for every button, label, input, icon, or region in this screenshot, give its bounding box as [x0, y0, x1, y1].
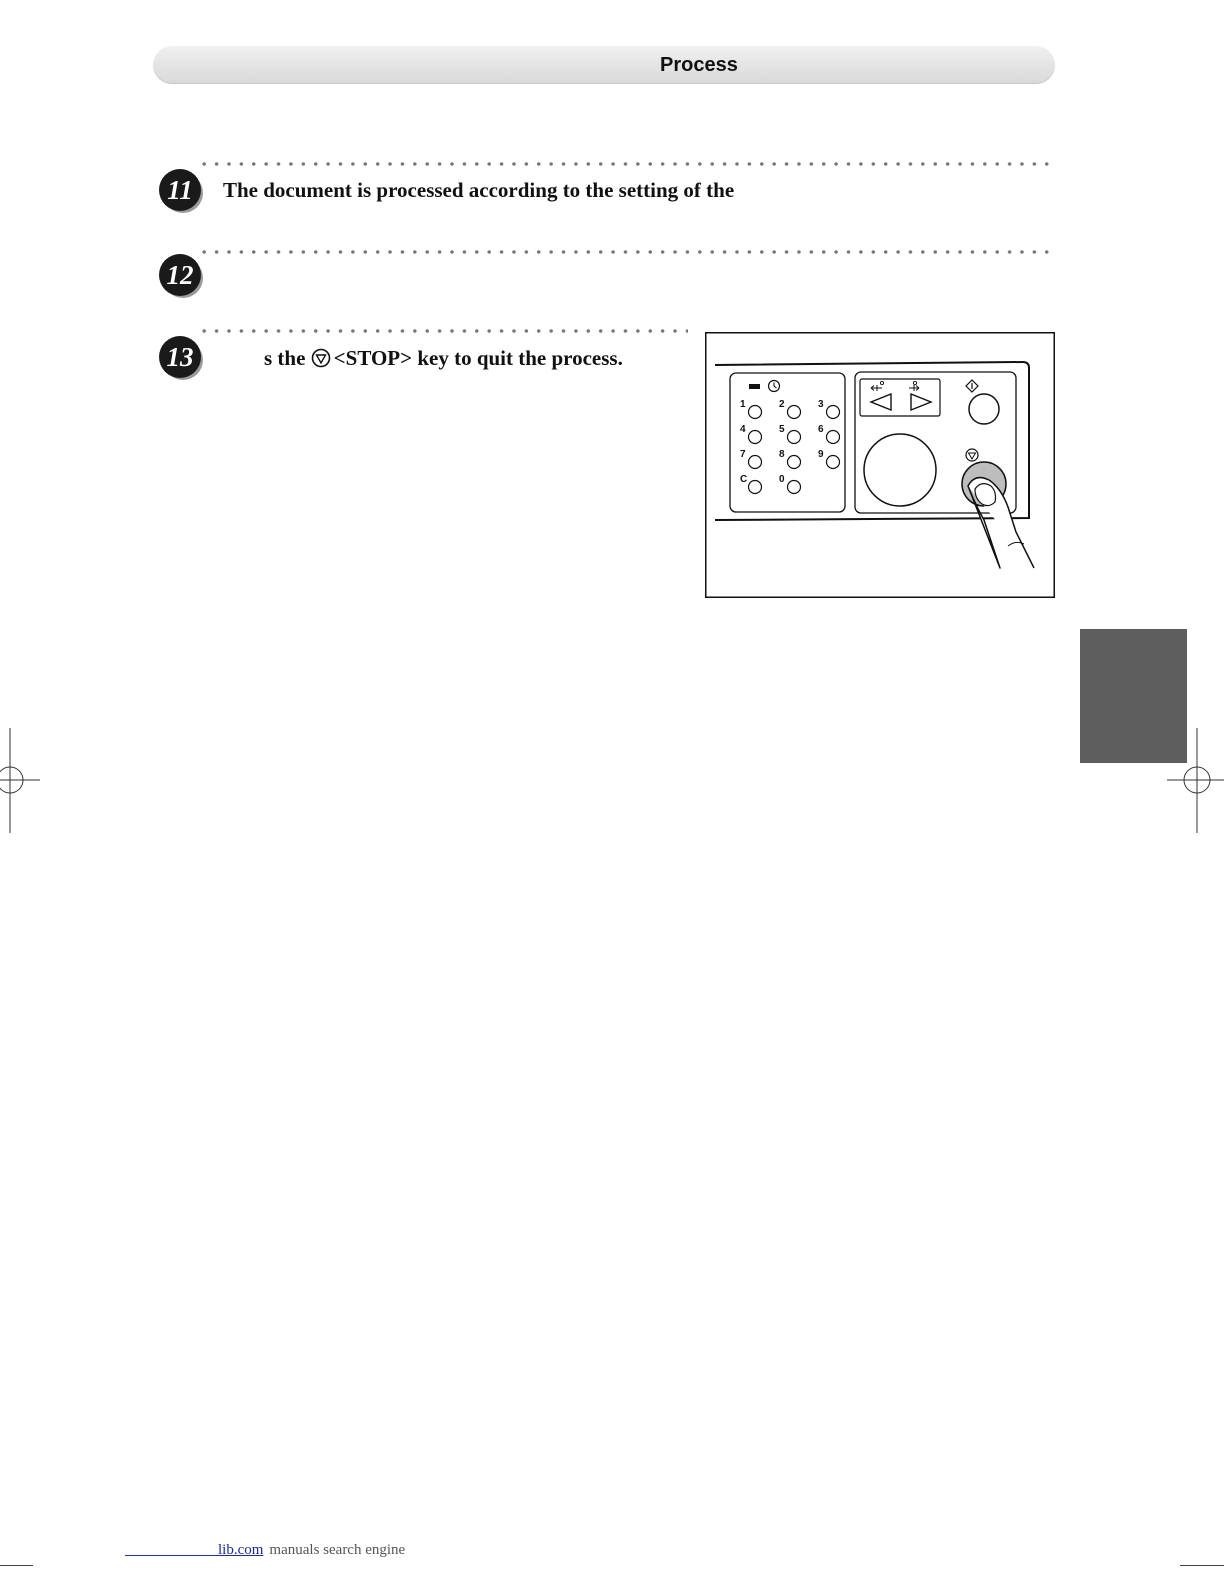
page-title: Process [660, 54, 738, 76]
footer-link[interactable]: lib.com [218, 1542, 264, 1558]
indicator-lamp [749, 384, 760, 389]
keypad-key-label: 9 [818, 449, 824, 460]
keypad-key-button [788, 481, 801, 494]
step-text-11: The document is processed according to the setting of the [223, 178, 735, 202]
keypad-key-label: 1 [740, 399, 746, 410]
step-text-13-rest: <STOP> key to quit the process. [333, 346, 623, 370]
keypad-key-button [827, 431, 840, 444]
registration-mark-right [1167, 728, 1224, 838]
keypad-key-button [788, 406, 801, 419]
step-number-13: 13 [166, 342, 194, 372]
keypad-key-label: 6 [818, 424, 824, 435]
step-number-12: 12 [166, 260, 194, 290]
footer-text: manuals search engine [269, 1542, 406, 1558]
start-key [864, 434, 936, 506]
keypad-key-button [749, 406, 762, 419]
keypad-key-label: 0 [779, 474, 785, 485]
keypad-key-label: C [740, 474, 748, 485]
keypad-key-button [827, 456, 840, 469]
keypad-key-button [749, 456, 762, 469]
step-divider-11 [198, 161, 1056, 167]
keypad-key-label: 3 [818, 399, 824, 410]
step-number-badge-11 [156, 166, 204, 214]
keypad-key-button [788, 456, 801, 469]
trim-line-left [0, 1565, 33, 1566]
step-number-11: 11 [167, 175, 193, 205]
footer [125, 1542, 405, 1559]
step-text-13 [264, 346, 623, 371]
step-divider-12 [198, 249, 1056, 255]
footer-link-underline [125, 1555, 218, 1556]
keypad-key-label: 4 [740, 424, 746, 435]
keypad-key-label: 2 [779, 399, 785, 410]
keypad-key-button [788, 431, 801, 444]
step-divider-13 [198, 328, 688, 334]
header-bar [153, 46, 1055, 84]
keypad-key-label: 5 [779, 424, 785, 435]
keypad-key-button [749, 431, 762, 444]
keypad-key-label: 8 [779, 449, 785, 460]
keypad-key-label: 7 [740, 449, 746, 460]
step-text-13-prefix: s the [264, 346, 306, 370]
registration-mark-left [0, 728, 40, 838]
stop-key-icon [311, 348, 331, 368]
step-number-badge-12 [156, 251, 204, 299]
control-panel-illustration [705, 332, 1055, 598]
keypad-key-button [749, 481, 762, 494]
proof-key [969, 394, 999, 424]
keypad-key-button [827, 406, 840, 419]
trim-line-right [1180, 1565, 1224, 1566]
step-number-badge-13 [156, 333, 204, 381]
